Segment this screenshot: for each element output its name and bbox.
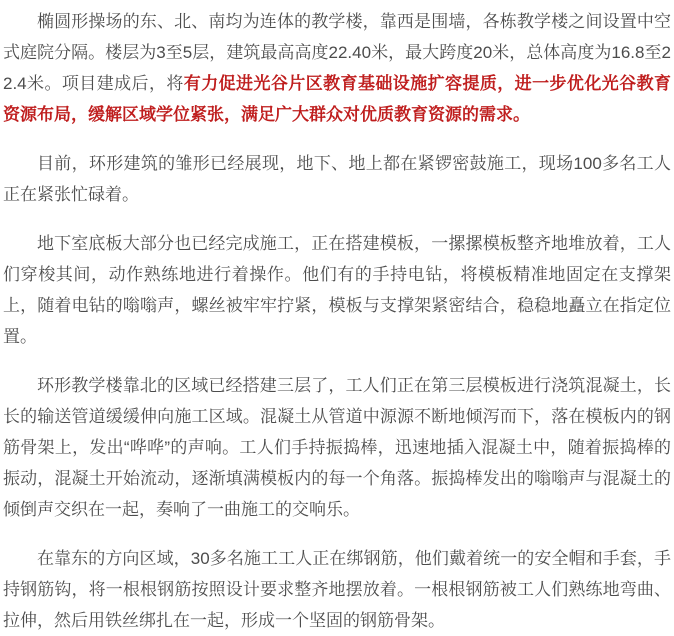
paragraph-1 xyxy=(3,6,671,130)
paragraph-4-text: 环形教学楼靠北的区域已经搭建三层了，工人们正在第三层模板进行浇筑混凝土，长长的输送管道缓缓伸向施工区域。混凝土从管道中源源不断地倾泻而下，落在模板内的钢筋骨架上，发出“哗哗”的声响。工人们手持振捣棒，迅速地插入混凝土中，随着振捣棒的振动，混凝土开始流动，逐渐填满模板内的每一个角落。振捣棒发出的嗡嗡声与混凝土的倾倒声交织在一起，奏响了一曲施工的交响乐。 xyxy=(3,376,671,519)
paragraph-2-text: 目前，环形建筑的雏形已经展现，地下、地上都在紧锣密鼓施工，现场100多名工人正在紧张忙碌着。 xyxy=(3,154,671,204)
paragraph-5 xyxy=(3,543,671,636)
paragraph-1-highlighted-text: 有力促进光谷片区教育基础设施扩容提质，进一步优化光谷教育资源布局，缓解区域学位紧张，满足广大群众对优质教育资源的需求。 xyxy=(3,74,672,124)
paragraph-3-text: 地下室底板大部分也已经完成施工，正在搭建模板，一摞摞模板整齐地堆放着，工人们穿梭其间，动作熟练地进行着操作。他们有的手持电钻，将模板精准地固定在支撑架上，随着电钻的嗡嗡声，螺丝被牢牢拧紧，模板与支撑架紧密结合，稳稳地矗立在指定位置。 xyxy=(3,234,671,346)
paragraph-3 xyxy=(3,228,671,352)
paragraph-1-text: 椭圆形操场的东、北、南均为连体的教学楼，靠西是围墙，各栋教学楼之间设置中空式庭院分隔。楼层为3至5层，建筑最高高度22.40米，最大跨度20米，总体高度为16.8至22.4米。项目建成后，将 xyxy=(3,12,671,93)
paragraph-4 xyxy=(3,370,671,525)
paragraph-2 xyxy=(3,148,671,210)
paragraph-5-text: 在靠东的方向区域，30多名施工工人正在绑钢筋，他们戴着统一的安全帽和手套，手持钢筋钩，将一根根钢筋按照设计要求整齐地摆放着。一根根钢筋被工人们熟练地弯曲、拉伸，然后用铁丝绑扎在一起，形成一个坚固的钢筋骨架。 xyxy=(3,549,671,630)
